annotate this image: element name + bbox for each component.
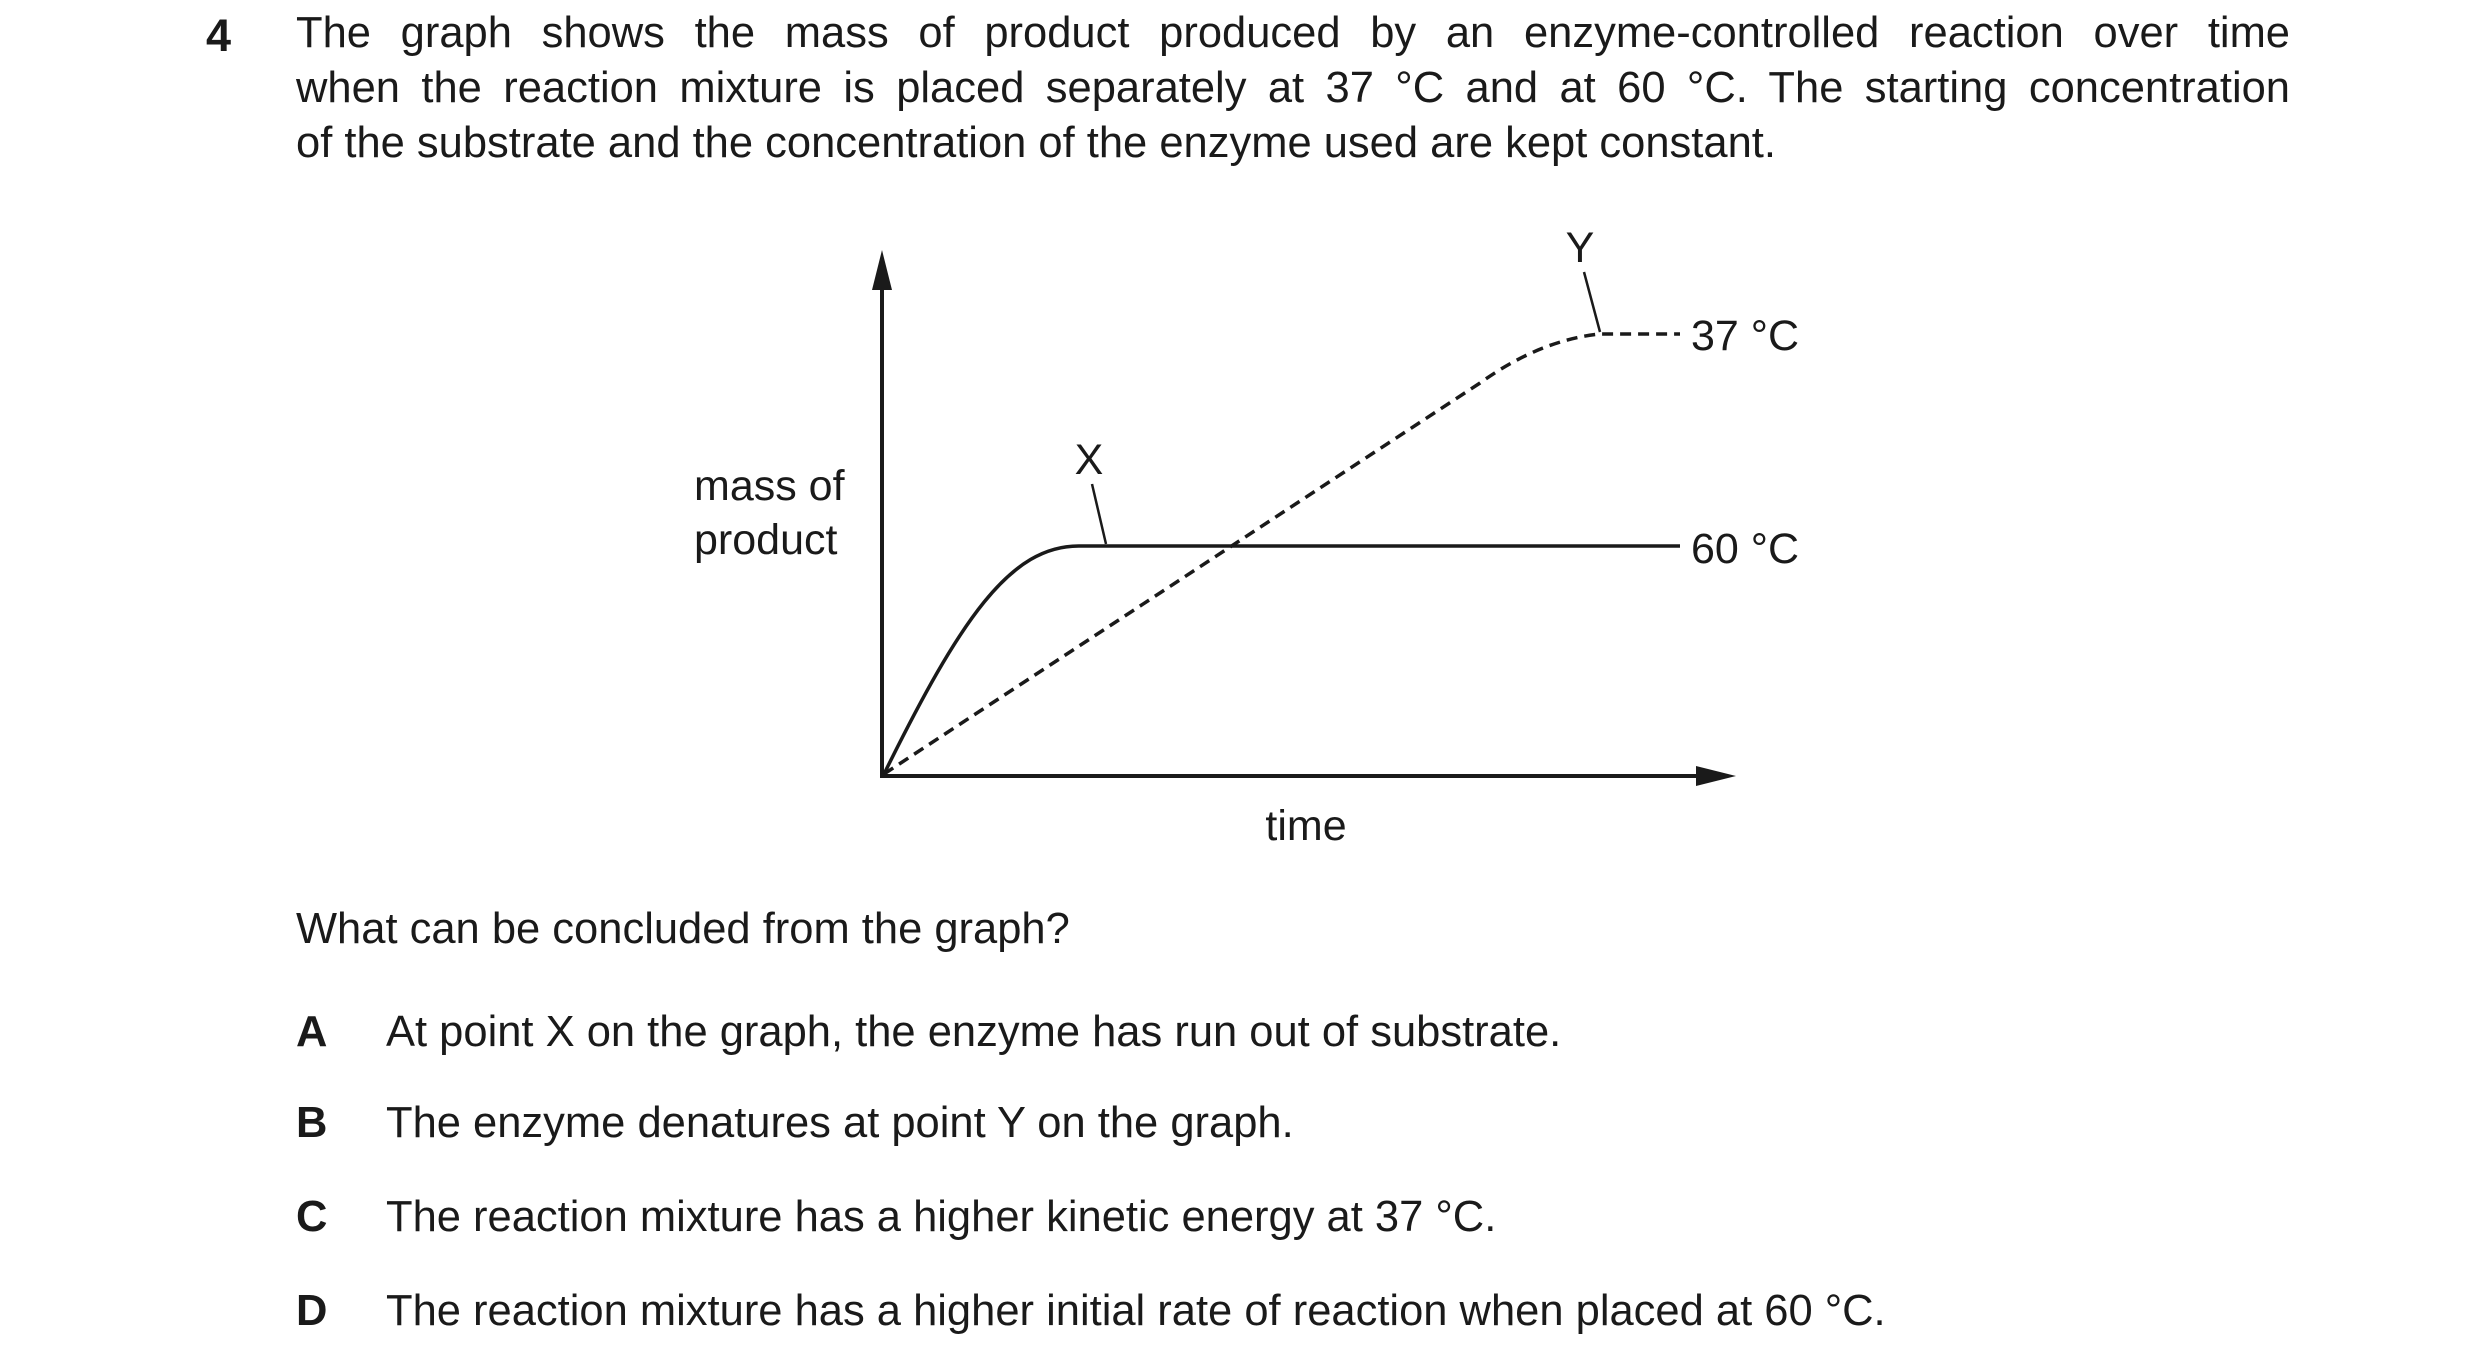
y-axis-label-line-1: mass of: [694, 462, 845, 510]
series-37c-label: 37 °C: [1691, 312, 1800, 360]
point-y-label: Y: [1565, 224, 1595, 272]
option-a-letter: A: [296, 1008, 328, 1056]
series-37c-line: [884, 334, 1680, 774]
option-b-letter: B: [296, 1099, 328, 1147]
stem-line-1: The graph shows the mass of product produced by an enzyme-controlled reaction over time: [296, 9, 2290, 57]
question-prompt: What can be concluded from the graph?: [296, 905, 1070, 953]
option-d-text: The reaction mixture has a higher initial rate of reaction when placed at 60 °C.: [386, 1287, 1886, 1335]
x-axis-arrowhead: [1696, 766, 1736, 786]
y-axis-arrowhead: [872, 250, 892, 290]
stem-line-2: when the reaction mixture is placed separately at 37 °C and at 60 °C. The starting concentration: [296, 64, 2290, 112]
option-b-text: The enzyme denatures at point Y on the graph.: [386, 1099, 1294, 1147]
point-y-pointer: [1584, 272, 1600, 332]
option-c-letter: C: [296, 1193, 328, 1241]
option-d-letter: D: [296, 1287, 328, 1335]
option-c-text: The reaction mixture has a higher kinetic energy at 37 °C.: [386, 1193, 1497, 1241]
stem-line-3: of the substrate and the concentration of the enzyme used are kept constant.: [296, 119, 1776, 167]
series-60c-label: 60 °C: [1691, 525, 1800, 573]
point-x-pointer: [1092, 484, 1106, 544]
point-x-label: X: [1074, 436, 1104, 484]
x-axis-label: time: [1265, 802, 1347, 850]
question-number: 4: [206, 10, 232, 61]
y-axis-label-line-2: product: [694, 516, 838, 564]
option-a-text: At point X on the graph, the enzyme has run out of substrate.: [386, 1008, 1562, 1056]
series-60c-line: [884, 546, 1680, 774]
